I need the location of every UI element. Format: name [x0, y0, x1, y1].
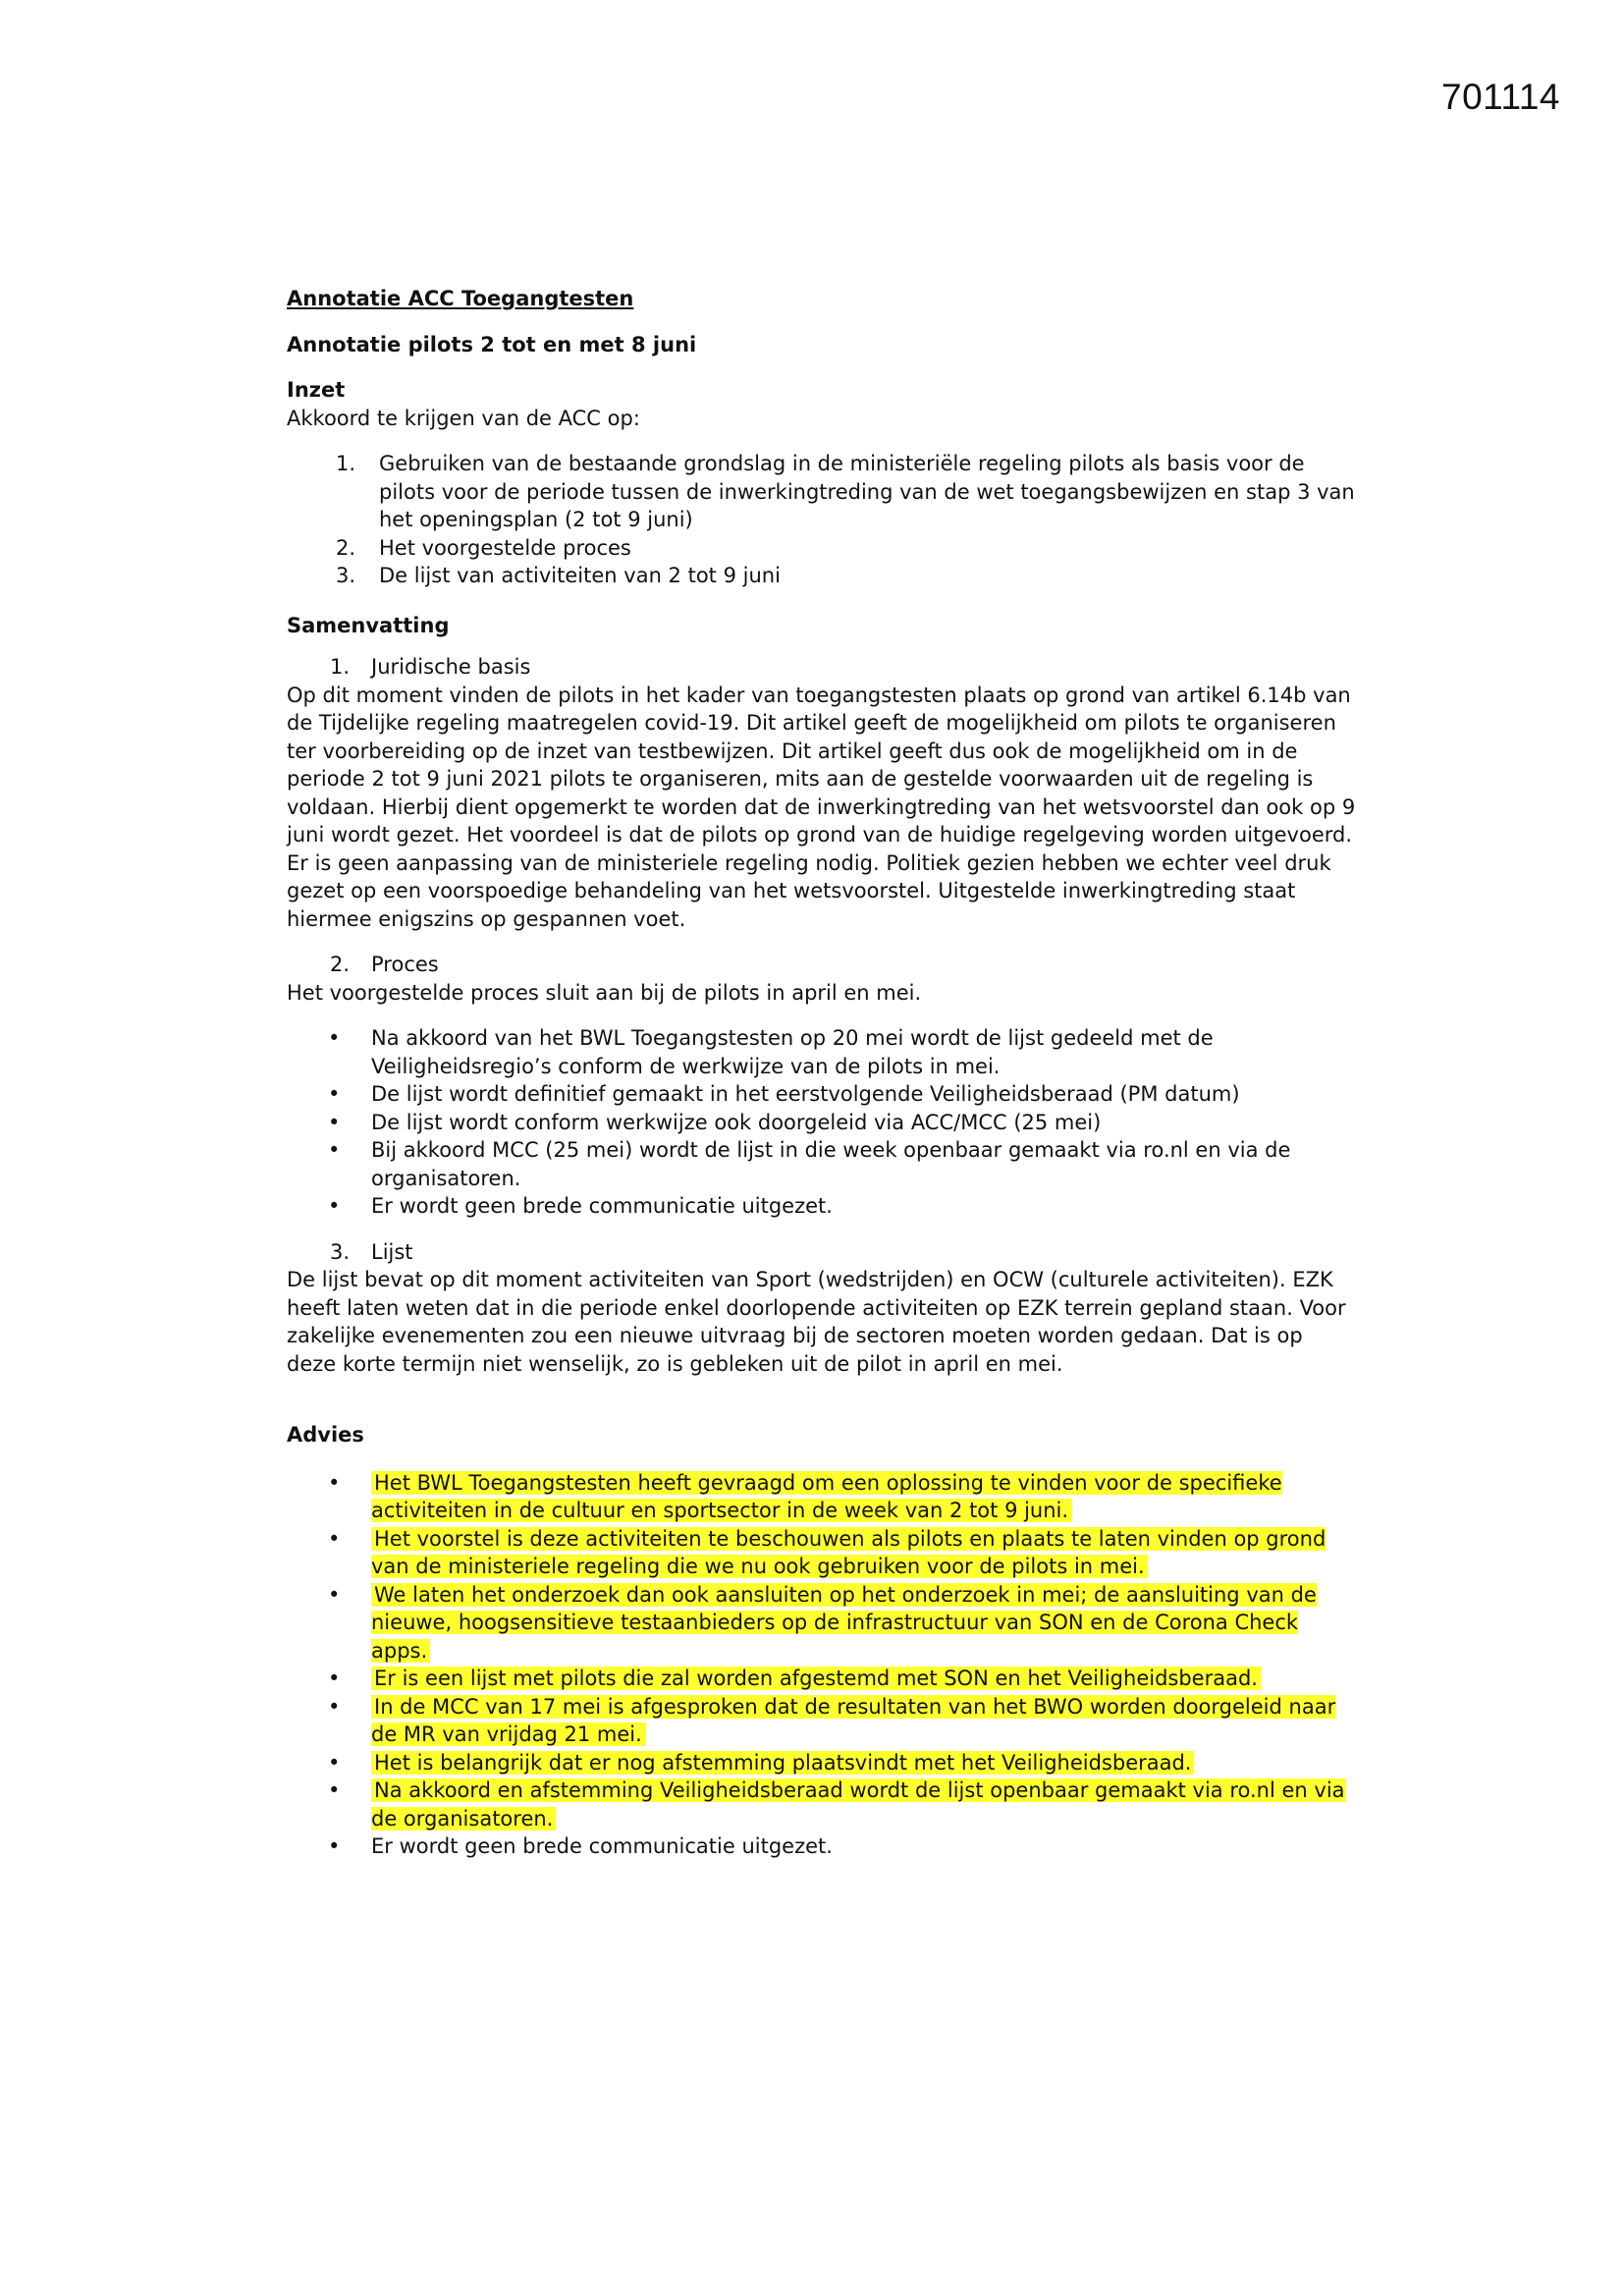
list-item: [287, 1777, 1357, 1832]
list-item-text: De lijst wordt definitief gemaakt in het eerstvolgende Veiligheidsberaad (PM datum): [371, 1082, 1240, 1106]
bullet-icon: •: [328, 1526, 341, 1551]
highlighted-text: Er is een lijst met pilots die zal worden afgestemd met SON en het Veiligheidsberaad.: [371, 1667, 1261, 1690]
proces-text: Het voorgestelde proces sluit aan bij de pilots in april en mei.: [287, 980, 922, 1005]
document-body: [287, 285, 1357, 1877]
inzet-intro: Akkoord te krijgen van de ACC op:: [287, 406, 640, 430]
proces-heading: [287, 951, 1357, 979]
list-item: [287, 1080, 1357, 1109]
bullet-icon: •: [328, 1470, 341, 1495]
list-number: 3.: [336, 564, 356, 587]
list-item-text: Bij akkoord MCC (25 mei) wordt de lijst in die week openbaar gemaakt via ro.nl en via de organisatoren.: [371, 1138, 1291, 1190]
section-heading-text: Lijst: [371, 1239, 413, 1264]
list-item: [287, 1581, 1357, 1666]
advies-heading: Advies: [287, 1423, 364, 1447]
list-item: [287, 1192, 1357, 1221]
bullet-icon: •: [328, 1138, 341, 1162]
bullet-icon: •: [328, 1778, 341, 1802]
juridische-basis-heading: [287, 653, 1357, 682]
list-item: [287, 1024, 1357, 1080]
list-item-text: Er wordt geen brede communicatie uitgezet.: [371, 1834, 833, 1858]
samenvatting-heading: Samenvatting: [287, 613, 450, 637]
lijst-heading: [287, 1238, 1357, 1267]
list-item-text: Gebruiken van de bestaande grondslag in de ministeriële regeling pilots als basis voor de pilots voor de periode tussen de inwerkingtreding van de wet toegangsbewijzen en stap 3 van het openingsplan (2 tot 9 juni): [379, 452, 1355, 531]
highlighted-text: In de MCC van 17 mei is afgesproken dat de resultaten van het BWO worden doorgeleid naar de MR van vrijdag 21 mei.: [371, 1694, 1336, 1746]
advies-list: [287, 1469, 1357, 1861]
section-number: 2.: [330, 953, 351, 976]
highlighted-text: Het is belangrijk dat er nog afstemming plaatsvindt met het Veiligheidsberaad.: [371, 1751, 1194, 1775]
proces-list: [287, 1024, 1357, 1221]
document-id: 701114: [1441, 77, 1560, 117]
list-item: [287, 450, 1357, 534]
bullet-icon: •: [328, 1582, 341, 1607]
list-item-text: De lijst van activiteiten van 2 tot 9 juni: [379, 564, 781, 587]
bullet-icon: •: [328, 1110, 341, 1134]
list-number: 2.: [336, 535, 356, 560]
section-heading-text: Juridische basis: [371, 655, 531, 679]
list-item: [287, 1136, 1357, 1192]
section-heading-text: Proces: [371, 953, 439, 976]
juridische-basis-text: Op dit moment vinden de pilots in het kader van toegangstesten plaats op grond van artikel 6.14b van de Tijdelijke regeling maatregelen covid-19. Dit artikel geeft de mogelijkheid om pilots te organiseren ter voorbereiding op de inzet van testbewijzen. Dit artikel geeft dus ook de mogelijkheid om in de periode 2 tot 9 juni 2021 pilots te organiseren, mits aan de gestelde voorwaarden uit de regeling is voldaan. Hierbij dient opgemerkt te worden dat de inwerkingtreding van het wetsvoorstel dan ook op 9 juni wordt gezet. Het voordeel is dat de pilots op grond van de huidige regelgeving worden uitgevoerd. Er is geen aanpassing van de ministeriele regeling nodig. Politiek gezien hebben we echter veel druk gezet op een voorspoedige behandeling van het wetsvoorstel. Uitgestelde inwerkingtreding staat hiermee enigszins op gespannen voet.: [287, 683, 1356, 931]
highlighted-text: Het BWL Toegangstesten heeft gevraagd om een oplossing te vinden voor de specifieke activiteiten in de cultuur en sportsector in de week van 2 tot 9 juni.: [371, 1470, 1282, 1522]
list-item: [287, 1525, 1357, 1581]
bullet-icon: •: [328, 1082, 341, 1106]
document-title: Annotatie ACC Toegangtesten: [287, 287, 634, 310]
list-item: [287, 1469, 1357, 1525]
list-item-text: Na akkoord van het BWL Toegangstesten op 20 mei wordt de lijst gedeeld met de Veiligheidsregio’s conform de werkwijze van de pilots in mei.: [371, 1026, 1214, 1078]
list-item-text: De lijst wordt conform werkwijze ook doorgeleid via ACC/MCC (25 mei): [371, 1110, 1102, 1134]
list-item: [287, 562, 1357, 590]
list-item: [287, 1832, 1357, 1861]
section-number: 1.: [330, 655, 351, 679]
document-subtitle: Annotatie pilots 2 tot en met 8 juni: [287, 332, 697, 356]
bullet-icon: •: [328, 1667, 341, 1690]
list-item-text: Het voorgestelde proces: [379, 535, 631, 560]
highlighted-text: Het voorstel is deze activiteiten te beschouwen als pilots en plaats te laten vinden op grond van de ministeriele regeling die we nu ook gebruiken voor de pilots in mei.: [371, 1526, 1326, 1578]
inzet-list: [287, 450, 1357, 590]
highlighted-text: We laten het onderzoek dan ook aansluiten op het onderzoek in mei; de aansluiting van de nieuwe, hoogsensitieve testaanbieders op de infrastructuur van SON en de Corona Check apps.: [371, 1582, 1317, 1663]
bullet-icon: •: [328, 1750, 341, 1775]
bullet-icon: •: [328, 1694, 341, 1719]
section-number: 3.: [330, 1239, 351, 1264]
bullet-icon: •: [328, 1026, 341, 1050]
list-item: [287, 1665, 1357, 1693]
bullet-icon: •: [328, 1194, 341, 1218]
list-item: [287, 1749, 1357, 1777]
list-item-text: Er wordt geen brede communicatie uitgezet.: [371, 1194, 833, 1218]
lijst-text: De lijst bevat op dit moment activiteiten van Sport (wedstrijden) en OCW (culturele activiteiten). EZK heeft laten weten dat in die periode enkel doorlopende activiteiten op EZK terrein gepland staan. Voor zakelijke evenementen zou een nieuwe uitvraag bij de sectoren moeten worden gedaan. Dat is op deze korte termijn niet wenselijk, zo is gebleken uit de pilot in april en mei.: [287, 1268, 1346, 1376]
list-item: [287, 1693, 1357, 1749]
list-item: [287, 534, 1357, 563]
list-number: 1.: [336, 452, 356, 475]
highlighted-text: Na akkoord en afstemming Veiligheidsberaad wordt de lijst openbaar gemaakt via ro.nl en via de organisatoren.: [371, 1778, 1345, 1831]
inzet-heading: Inzet: [287, 378, 346, 402]
bullet-icon: •: [328, 1834, 341, 1858]
list-item: [287, 1109, 1357, 1137]
